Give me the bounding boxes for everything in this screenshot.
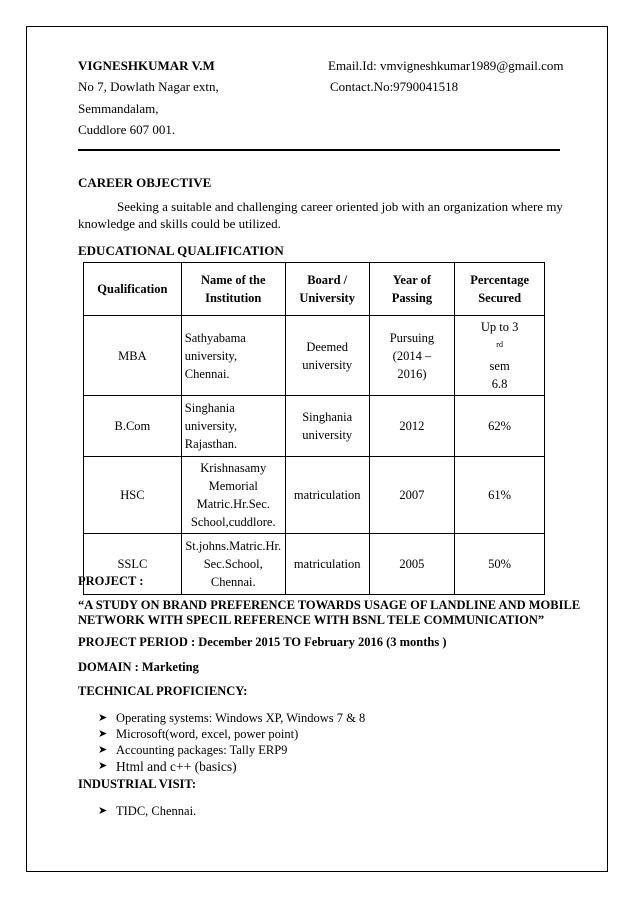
project-domain: DOMAIN : Marketing [78,660,199,674]
percentage-superscript: rd [496,340,503,349]
institution-line: Matric.Hr.Sec. [196,497,270,512]
header-percentage [455,263,545,316]
technical-list [98,710,365,775]
table-row [84,534,545,595]
board-cell: matriculation [285,534,369,595]
industrial-visit-list [98,803,196,819]
candidate-name: VIGNESHKUMAR V.M [78,58,215,73]
institution-line: Sathyabama [184,330,246,345]
contact-number: Contact.No:9790041518 [330,79,459,94]
list-item-text: Microsoft(word, excel, power point) [116,727,299,741]
arrowhead-bullet-icon: ➤ [98,712,108,724]
institution-cell [181,316,285,396]
project-period: PROJECT PERIOD : December 2015 TO February 2016 (3 months ) [78,635,447,649]
header-year [369,263,455,316]
list-item [98,803,196,819]
list-item-text: TIDC, Chennai. [116,804,197,818]
header-board-line-1: Board / [307,273,348,287]
list-item-text: Html and c++ (basics) [116,759,237,774]
percentage-prefix: Up to 3 [480,320,519,334]
year-cell [369,316,455,396]
year-cell: 2012 [369,396,455,457]
institution-line: School,cuddlore. [190,515,276,530]
year-line: Pursuing [389,330,435,345]
project-title-line-1: “A STUDY ON BRAND PREFERENCE TOWARDS USAGE OF LANDLINE AND MOBILE [78,598,581,612]
header-percentage-line-1: Percentage [470,273,529,287]
institution-line: Krishnasamy [200,461,267,476]
education-table [83,262,545,595]
list-item [98,710,365,726]
header-year-line-1: Year of [392,273,432,287]
institution-line: university, [184,348,238,363]
header-year-line-2: Passing [391,291,433,305]
qualification-cell: HSC [84,457,182,534]
career-objective-heading: CAREER OBJECTIVE [78,175,212,190]
project-heading: PROJECT : [78,574,144,588]
institution-line: university, [184,419,238,434]
institution-line: Chennai. [184,366,230,381]
address-line-2: Semmandalam, [78,101,159,116]
header-board-line-2: University [299,291,355,305]
header-institution [181,263,285,316]
table-row [84,457,545,534]
year-line: 2016) [397,366,427,381]
email-id: Email.Id: vmvigneshkumar1989@gmail.com [328,58,564,73]
qualification-cell: MBA [84,316,182,396]
institution-line: Rajasthan. [184,437,238,452]
year-line: (2014 – [392,348,432,363]
header-percentage-line-2: Secured [478,291,522,305]
percentage-line-1 [458,318,541,357]
percentage-line-3: 6.8 [491,377,508,392]
table-header-row [84,263,545,316]
institution-line: Memorial [208,479,258,494]
institution-line: St.johns.Matric.Hr. [185,539,282,554]
project-title-line-2: NETWORK WITH SPECIL REFERENCE WITH BSNL TELE COMMUNICATION” [78,613,545,627]
board-line: university [302,357,353,372]
list-item-text: Accounting packages: Tally ERP9 [116,743,288,757]
header-divider [78,149,560,151]
arrowhead-bullet-icon: ➤ [98,728,108,740]
institution-line: Chennai. [210,575,256,590]
address-line-1: No 7, Dowlath Nagar extn, [78,79,219,94]
industrial-visit-heading: INDUSTRIAL VISIT: [78,777,196,791]
qualification-cell: SSLC [84,534,182,595]
arrowhead-bullet-icon: ➤ [98,805,108,817]
list-item [98,726,365,742]
board-line: Deemed [306,339,349,354]
header-qualification: Qualification [84,263,182,316]
arrowhead-bullet-icon: ➤ [98,744,108,756]
board-cell [285,316,369,396]
board-cell [285,396,369,457]
board-line: Singhania [302,410,353,425]
percentage-cell: 50% [455,534,545,595]
institution-line: Singhania [184,401,235,416]
table-row [84,316,545,396]
institution-cell [181,534,285,595]
header-institution-line-2: Institution [205,291,262,305]
education-heading: EDUCATIONAL QUALIFICATION [78,243,284,258]
address-line-3: Cuddlore 607 001. [78,122,176,137]
list-item [98,758,365,775]
career-objective-line-2: knowledge and skills could be utilized. [78,216,281,231]
percentage-cell [455,316,545,396]
percentage-cell: 61% [455,457,545,534]
institution-line: Sec.School, [203,557,263,572]
year-cell: 2007 [369,457,455,534]
institution-cell [181,396,285,457]
table-row [84,396,545,457]
percentage-cell: 62% [455,396,545,457]
board-line: university [302,428,353,443]
board-cell: matriculation [285,457,369,534]
technical-heading: TECHNICAL PROFICIENCY: [78,684,248,698]
list-item [98,742,365,758]
header-institution-line-1: Name of the [200,273,266,287]
qualification-cell: B.Com [84,396,182,457]
arrowhead-bullet-icon: ➤ [98,760,108,772]
year-cell: 2005 [369,534,455,595]
career-objective-line-1: Seeking a suitable and challenging career oriented job with an organization where my [117,199,563,214]
institution-cell [181,457,285,534]
list-item-text: Operating systems: Windows XP, Windows 7 & 8 [116,711,366,725]
header-board [285,263,369,316]
percentage-line-2: sem [489,359,510,374]
